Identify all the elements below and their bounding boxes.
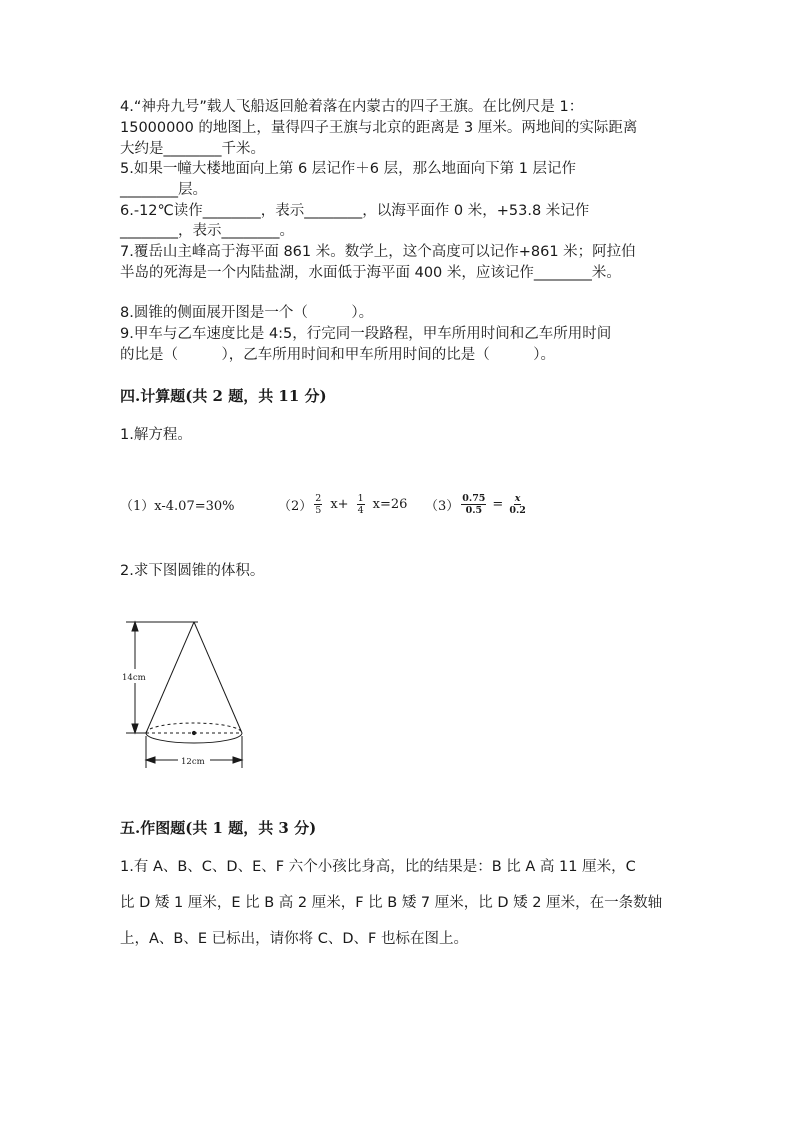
equation-3 [425, 487, 528, 521]
question-9-line-2: 的比是（ ），乙车所用时间和甲车所用时间的比是（ ）。 [120, 347, 555, 363]
equation-2-prefix: （2） [278, 498, 313, 514]
fraction-numerator: x [514, 492, 521, 504]
calc-question-1: 1.解方程。 [120, 427, 192, 443]
drawing-question-line-3: 上，A、B、E 已标出，请你将 C、D、F 也标在图上。 [120, 931, 468, 947]
equation-2 [278, 487, 407, 521]
equation-3-prefix: （3） [425, 498, 460, 514]
equation-2-fraction-1 [314, 493, 322, 516]
section-5-heading: 五.作图题(共 1 题，共 3 分) [120, 819, 317, 837]
drawing-question-line-2: 比 D 矮 1 厘米，E 比 B 高 2 厘米，F 比 B 矮 7 厘米，比 D 矮 2 厘米，在一条数轴 [120, 895, 663, 911]
equation-2-fraction-2 [357, 493, 365, 516]
question-4-line-3: 大约是________千米。 [120, 141, 265, 157]
question-5-line-2: ________层。 [120, 182, 207, 198]
question-5-line-1: 5.如果一幢大楼地面向上第 6 层记作＋6 层，那么地面向下第 1 层记作 [120, 161, 577, 177]
equation-2-suffix: x=26 [372, 496, 408, 512]
fraction-denominator: 4 [357, 504, 364, 516]
equation-1: （1）x-4.07=30% [120, 498, 235, 514]
equation-3-equals: = [492, 496, 504, 512]
fraction-numerator: 0.75 [462, 492, 486, 504]
height-label: 14cm [122, 673, 146, 683]
diameter-label: 12cm [181, 757, 205, 767]
equations-row [120, 487, 540, 521]
question-4-line-2: 15000000 的地图上，量得四子王旗与北京的距离是 3 厘米。两地间的实际距离 [120, 120, 638, 136]
question-6-line-1: 6.-12℃读作________，表示________，以海平面作 0 米，+53.8 米记作 [120, 203, 590, 219]
height-arrow-top [132, 622, 138, 631]
cone-right-edge [194, 622, 242, 733]
question-8: 8.圆锥的侧面展开图是一个（ ）。 [120, 305, 374, 321]
diameter-arrow-left [146, 757, 155, 763]
question-7-line-1: 7.覆岳山主峰高于海平面 861 米。数学上，这个高度可以记作+861 米；阿拉伯 [120, 244, 636, 260]
drawing-question-line-1: 1.有 A、B、C、D、E、F 六个小孩比身高，比的结果是：B 比 A 高 11 厘米，C [120, 859, 636, 875]
question-7-line-2: 半岛的死海是一个内陆盐湖，水面低于海平面 400 米，应该记作________米。 [120, 265, 621, 281]
fraction-denominator: 5 [315, 504, 322, 516]
cone-left-edge [146, 622, 194, 733]
fraction-denominator: 0.2 [509, 504, 526, 516]
section-4-heading: 四.计算题(共 2 题，共 11 分) [120, 387, 327, 405]
question-4-line-1: 4.“神舟九号”载人飞船返回舱着落在内蒙古的四子王旗。在比例尺是 1： [120, 99, 584, 115]
diameter-arrow-right [233, 757, 242, 763]
fraction-numerator: 1 [357, 492, 364, 504]
question-9-line-1: 9.甲车与乙车速度比是 4:5，行完同一段路程，甲车所用时间和乙车所用时间 [120, 326, 612, 342]
equation-3-fraction-2 [509, 493, 526, 516]
cone-diagram [118, 610, 258, 775]
calc-question-2: 2.求下图圆锥的体积。 [120, 563, 265, 579]
height-arrow-bottom [132, 724, 138, 733]
equation-3-fraction-1 [461, 493, 486, 516]
cone-base-center [192, 731, 195, 734]
fraction-numerator: 2 [315, 492, 322, 504]
fraction-denominator: 0.5 [465, 504, 483, 516]
question-6-line-2: ________，表示________。 [120, 223, 294, 239]
equation-2-middle: x+ [330, 496, 349, 512]
